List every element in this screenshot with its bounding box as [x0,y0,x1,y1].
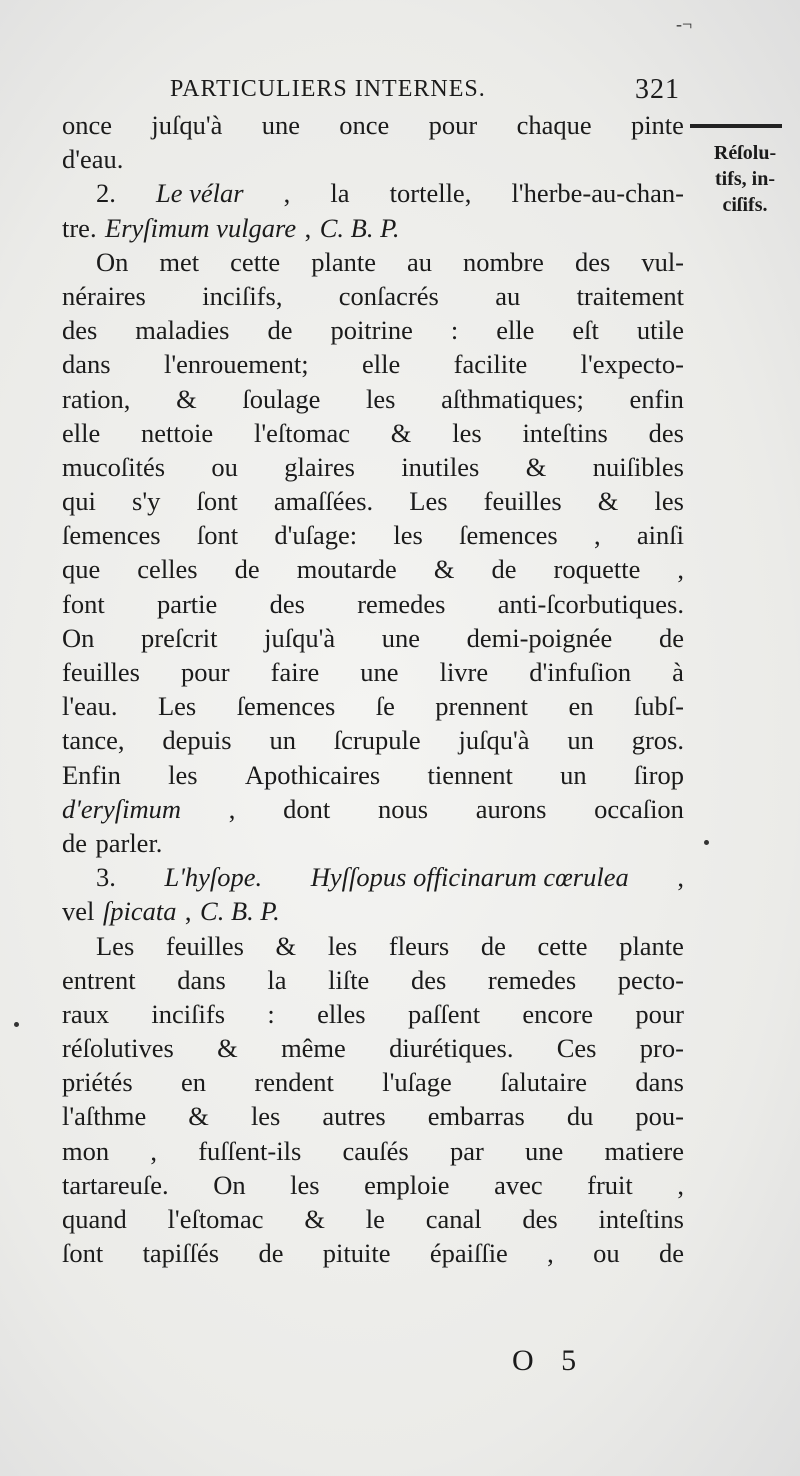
word: les [393,520,423,551]
word: ſcrupule [333,725,421,756]
word: utile [636,315,684,346]
word: la [267,964,287,995]
word: l'expecto- [580,349,684,380]
word: d'eau. [62,144,124,175]
word: ſont [62,1238,104,1269]
margin-note [690,140,800,218]
word: Enfin [62,759,121,790]
word: des [269,588,305,619]
word: un [567,725,594,756]
word: dont [283,793,331,824]
word: glaires [284,451,355,482]
word: nombre [463,246,544,277]
word: roquette [553,554,641,585]
word: l'enrouement; [163,349,309,380]
word: l'eau. [62,691,118,722]
word: , [677,1169,684,1200]
text-line [62,860,684,894]
word: inteſtins [522,417,608,448]
word: une [261,110,300,140]
word: elle [496,315,535,346]
word: l'aſthme [62,1101,147,1132]
word: l'eſtomac [167,1204,264,1234]
word: Apothicaires [244,759,381,790]
text-line [62,689,684,723]
word: , [150,1135,157,1166]
word: & [217,1033,238,1064]
word: , [283,178,291,209]
word: : [267,998,275,1029]
word: Les [409,486,448,517]
word: au [495,280,521,311]
word: & [304,1204,325,1234]
word: néraires [62,280,146,311]
word: l'eſtomac [253,417,350,448]
word: le [365,1204,385,1234]
word: pecto- [617,964,684,995]
word: d'infuſion [529,657,632,687]
word: les [327,930,358,961]
word: ſemences [459,520,558,551]
word: occaſion [594,793,684,824]
word: prennent [435,691,528,722]
word: qui [62,486,96,517]
catchword: O 5 [512,1344,587,1377]
word: plante [311,246,376,277]
word: d'uſage: [274,520,358,551]
word: diurétiques. [389,1033,514,1064]
word: les [452,417,482,448]
word: faire [270,657,320,687]
word: de [62,827,88,858]
text-line [62,518,684,552]
running-header [170,76,680,110]
word: en [568,691,594,722]
word: ſont [196,520,239,551]
word: amaſſées. [273,486,374,517]
word: ainſi [636,520,684,551]
word: tre. [62,212,97,243]
word: un [560,759,587,790]
word: anti-ſcorbutiques. [497,588,684,619]
word: dans [62,349,111,380]
ink-speck [704,840,709,845]
word: autres [322,1101,386,1132]
word: de [258,1238,284,1269]
word: tartareuſe. [62,1169,169,1200]
word: once [339,110,390,140]
word: : [450,315,459,346]
word: partie [156,588,218,619]
word: Le vélar [155,178,244,209]
word: ſemences [236,691,336,722]
word: remedes [487,964,577,995]
word: C. B. P. [319,212,400,243]
word: depuis [162,725,232,756]
word: feuilles [483,486,562,517]
word: pou- [635,1101,684,1132]
word: vul- [641,246,684,277]
word: ſemences [62,520,161,551]
word: conſacrés [338,280,439,311]
word: eſt [572,315,599,346]
word: du [566,1101,594,1132]
text-line [62,1065,684,1099]
text-line [62,245,684,279]
word: emploie [364,1169,450,1200]
text-line [62,758,684,792]
word: C. B. P. [200,896,280,927]
word: On [62,622,95,653]
word: maladies [135,315,230,346]
word: par [449,1135,484,1166]
word: preſcrit [141,622,218,653]
word: de [491,554,517,585]
word: L'hyſope. [164,862,263,893]
word: , [184,896,192,927]
word: celles [137,554,198,585]
margin-rule [690,124,782,128]
word: juſqu'à [458,725,530,756]
word: les [654,486,684,517]
word: elles [317,998,366,1029]
text-line [62,1202,684,1236]
word: en [181,1067,207,1098]
word: & [188,1101,209,1132]
word: de [658,622,684,653]
word: feuilles [62,657,140,687]
word: Ces [556,1033,597,1064]
text-line [62,347,684,381]
word: inteſtins [598,1204,684,1234]
word: tapiſſés [142,1238,220,1269]
word: nettoie [141,417,214,448]
word: pituite [322,1238,391,1269]
running-title: PARTICULIERS INTERNES. [170,76,486,102]
text-line [62,279,684,313]
word: la [330,178,350,209]
word: ſont [196,486,238,517]
text-line [62,552,684,586]
word: de [480,930,506,961]
text-line [62,997,684,1031]
word: ou [593,1238,620,1269]
word: livre [439,657,489,687]
word: 2. [96,178,116,209]
word: fleurs [388,930,450,961]
word: des [574,246,611,277]
word: Les [157,691,197,722]
word: cauſés [342,1135,409,1166]
text-line [62,382,684,416]
word: une [360,657,399,687]
word: les [168,759,198,790]
word: dans [635,1067,684,1098]
word: épaiſſie [429,1238,508,1269]
word: & [433,554,455,585]
word: inciſifs, [202,280,283,311]
word: priétés [62,1067,133,1098]
word: & [275,930,297,961]
word: traitement [576,280,684,311]
word: à [672,657,684,687]
text-line [62,1168,684,1202]
word: pinte [630,110,684,140]
word: une [381,622,421,653]
word: remedes [357,588,446,619]
word: pro- [639,1033,684,1064]
text-line [62,929,684,963]
word: elle [361,349,401,380]
text-line [62,723,684,757]
word: l'uſage [382,1067,452,1098]
text-line [62,416,684,450]
word: chaque [516,110,592,140]
word: liſte [328,964,370,995]
word: tortelle, [389,178,472,209]
text-line [62,313,684,347]
margin-note-line: ciſifs. [722,194,768,216]
word: au [406,246,432,277]
text-line [62,587,684,621]
word: fuſſent-ils [198,1135,302,1166]
word: demi-poignée [466,622,613,653]
word: ration, [62,383,131,414]
word: ſubſ- [633,691,684,722]
word: facilite [453,349,528,380]
word: les [290,1169,320,1200]
word: ſoulage [242,383,321,414]
word: ſalutaire [500,1067,588,1098]
text-line [62,655,684,689]
word: cette [230,246,281,277]
text-line [62,894,684,928]
word: , [304,212,312,243]
word: pour [428,110,478,140]
word: pour [181,657,230,687]
text-line [62,621,684,655]
word: rendent [254,1067,334,1098]
word: encore [522,998,594,1029]
word: Hyſſopus officinarum cœrulea [310,862,629,893]
word: d'eryſimum [62,793,182,824]
word: pour [635,998,684,1029]
word: des [62,315,98,346]
word: tiennent [427,759,513,790]
word: & [390,417,412,448]
word: des [648,417,684,448]
word: raux [62,998,110,1029]
word: l'herbe-au-chan- [511,178,684,209]
text-line [62,450,684,484]
text-line [62,108,684,142]
word: nous [377,793,429,824]
word: les [365,383,396,414]
text-line [62,1099,684,1133]
word: aſthmatiques; [441,383,584,414]
word: vel [62,896,95,927]
text-line [62,1134,684,1168]
word: 3. [96,862,116,893]
text-line [62,963,684,997]
word: de [234,554,260,585]
text-line [62,1236,684,1270]
word: & [597,486,619,517]
margin-note-line: tifs, in- [715,168,775,190]
word: On [213,1169,246,1200]
word: ſirop [633,759,684,790]
word: canal [425,1204,482,1234]
word: gros. [631,725,684,756]
word: plante [619,930,684,961]
margin-note-line: Réſolu- [713,142,777,164]
word: , [677,862,684,893]
word: les [250,1101,281,1132]
word: mon [62,1135,110,1166]
word: fruit [587,1169,633,1200]
word: un [269,725,296,756]
word: quand [62,1204,127,1234]
text-line [62,792,684,826]
word: réſolutives [62,1033,174,1064]
page-number: 321 [635,74,680,105]
word: moutarde [296,554,397,585]
body-text [62,108,684,1270]
word: paſſent [407,998,481,1029]
word: aurons [475,793,547,824]
word: inutiles [401,451,480,482]
text-line [62,142,684,176]
word: Eryſimum vulgare [105,212,297,243]
text-line [62,826,684,860]
word: met [159,246,200,277]
word: juſqu'à [264,622,336,653]
word: s'y [132,486,161,517]
word: entrent [62,964,136,995]
word: nuiſibles [592,451,684,482]
word: , [677,554,684,585]
word: avec [494,1169,543,1200]
word: matiere [604,1135,684,1166]
word: parler. [95,827,163,858]
word: enfin [629,383,684,414]
word: tance, [62,725,125,756]
ink-speck [14,1022,19,1027]
word: poitrine [330,315,413,346]
word: Les [96,930,135,961]
word: On [96,246,129,277]
word: , [547,1238,554,1269]
word: once [62,110,113,140]
word: ou [211,451,238,482]
word: cette [537,930,588,961]
word: une [525,1135,564,1166]
text-line [62,1031,684,1065]
word: & [525,451,547,482]
word: mucoſités [62,451,166,482]
corner-mark: -¬ [676,14,693,34]
word: ſe [375,691,395,722]
text-line [62,176,684,210]
word: juſqu'à [151,110,223,140]
word: que [62,554,101,585]
word: des [522,1204,558,1234]
word: inciſifs [151,998,226,1029]
word: ſpicata [102,896,177,927]
text-line [62,211,684,245]
word: des [410,964,447,995]
word: font [62,588,105,619]
word: , [228,793,236,824]
text-line [62,484,684,518]
word: embarras [427,1101,525,1132]
word: & [176,383,197,414]
word: de [658,1238,684,1269]
word: de [267,315,293,346]
word: feuilles [165,930,244,961]
word: elle [62,417,101,448]
word: dans [177,964,226,995]
word: même [281,1033,346,1064]
word: , [593,520,601,551]
